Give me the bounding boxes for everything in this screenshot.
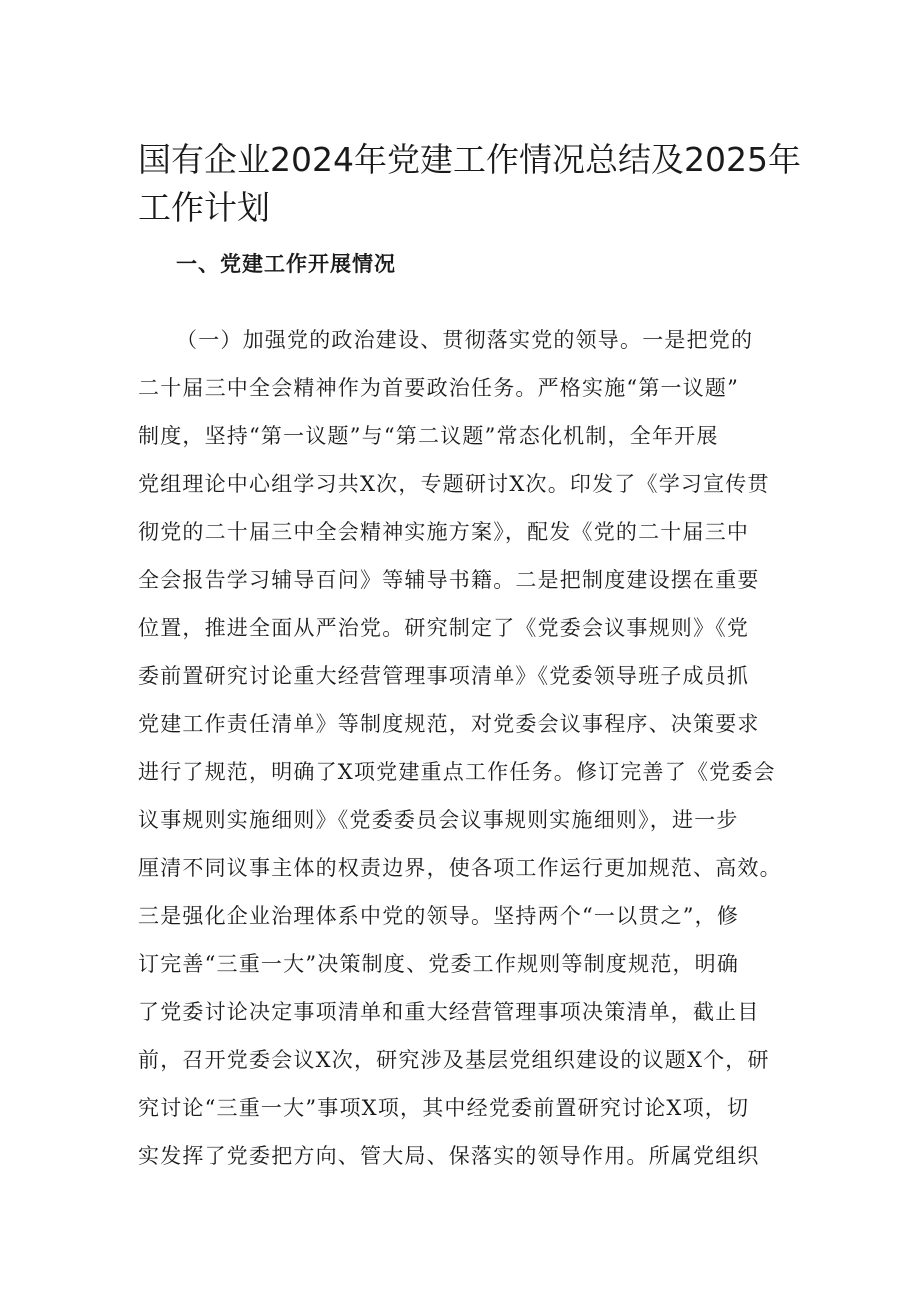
title-line: 工作计划	[138, 188, 270, 227]
paragraph-line: 委前置研究讨论重大经营管理事项清单》《党委领导班子成员抓	[138, 664, 750, 688]
paragraph-line: （一）加强党的政治建设、贯彻落实党的领导。一是把党的	[176, 328, 754, 352]
paragraph-line: 了党委讨论决定事项清单和重大经营管理事项决策清单，截止目	[138, 1000, 760, 1024]
body-paragraph	[138, 316, 798, 1180]
paragraph-line: 厘清不同议事主体的权责边界，使各项工作运行更加规范、高效。	[138, 856, 782, 880]
paragraph-line: 全会报告学习辅导百问》等辅导书籍。二是把制度建设摆在重要	[138, 568, 760, 592]
paragraph-line: 订完善“三重一大”决策制度、党委工作规则等制度规范，明确	[138, 952, 740, 976]
section-heading: 一、党建工作开展情况	[176, 251, 396, 276]
paragraph-line: 彻党的二十届三中全会精神实施方案》，配发《党的二十届三中	[138, 520, 750, 544]
paragraph-line: 党组理论中心组学习共X次，专题研讨X次。印发了《学习宣传贯	[138, 472, 770, 496]
paragraph-line: 究讨论“三重一大”事项X项，其中经党委前置研究讨论X项，切	[138, 1096, 750, 1120]
paragraph-line: 党建工作责任清单》等制度规范，对党委会议事程序、决策要求	[138, 712, 760, 736]
document-title	[138, 136, 801, 232]
paragraph-line: 位置，推进全面从严治党。研究制定了《党委会议事规则》《党	[138, 616, 750, 640]
paragraph-line: 二十届三中全会精神作为首要政治任务。严格实施“第一议题”	[138, 376, 740, 400]
title-line: 国有企业2024年党建工作情况总结及2025年	[138, 140, 801, 179]
paragraph-line: 议事规则实施细则》《党委委员会议事规则实施细则》，进一步	[138, 808, 739, 832]
paragraph-line: 实发挥了党委把方向、管大局、保落实的领导作用。所属党组织	[138, 1144, 760, 1168]
paragraph-line: 三是强化企业治理体系中党的领导。坚持两个“一以贯之”，修	[138, 904, 740, 928]
paragraph-line: 进行了规范，明确了X项党建重点工作任务。修订完善了《党委会	[138, 760, 776, 784]
paragraph-line: 制度，坚持“第一议题”与“第二议题”常态化机制，全年开展	[138, 424, 719, 448]
paragraph-line: 前，召开党委会议X次，研究涉及基层党组织建设的议题X个，研	[138, 1048, 770, 1072]
